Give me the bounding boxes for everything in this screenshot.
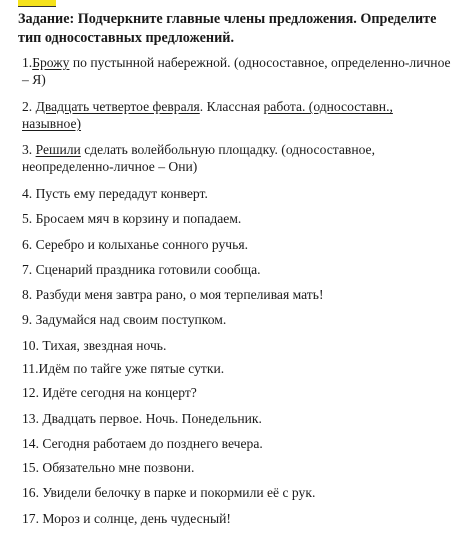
list-item <box>18 210 451 227</box>
list-item <box>18 286 451 303</box>
underlined-text: Двадцать четвертое февраля <box>35 99 200 114</box>
item-text: 15. Обязательно мне позвони. <box>22 460 195 475</box>
item-text: 6. Серебро и колыханье сонного ручья. <box>22 237 248 252</box>
item-text: 11.Идём по тайге уже пятые сутки. <box>22 361 225 376</box>
list-item <box>18 435 451 452</box>
list-item <box>18 236 451 253</box>
list-item <box>18 337 451 354</box>
list-item <box>18 484 451 501</box>
highlighted-heading-fragment <box>18 0 56 6</box>
item-text: сделать волейбольную площадку. (односоставное, неопределенно-личное – Они) <box>22 142 375 174</box>
item-text: 10. Тихая, звездная ночь. <box>22 338 167 353</box>
list-item <box>18 384 451 401</box>
item-text: по пустынной набережной. (односоставное, определенно-личное – Я) <box>22 55 451 87</box>
list-item <box>18 410 451 427</box>
list-item <box>18 185 451 202</box>
task-instruction: Задание: Подчеркните главные члены предложения. Определите тип односоставных предложений. <box>18 11 437 46</box>
list-item <box>18 141 451 175</box>
heading-underline <box>18 6 56 7</box>
list-item <box>18 54 451 88</box>
list-item <box>18 311 451 328</box>
item-text: 13. Двадцать первое. Ночь. Понедельник. <box>22 411 262 426</box>
item-text: . Классная <box>199 99 264 114</box>
item-text: 1. <box>22 55 33 70</box>
item-text: 16. Увидели белочку в парке и покормили её с рук. <box>22 485 316 500</box>
list-item <box>18 98 451 132</box>
item-text: 12. Идёте сегодня на концерт? <box>22 385 197 400</box>
item-text: 9. Задумайся над своим поступком. <box>22 312 227 327</box>
list-item <box>18 261 451 278</box>
item-text: 14. Сегодня работаем до позднего вечера. <box>22 436 263 451</box>
list-item <box>18 510 451 527</box>
item-text: 4. Пусть ему передадут конверт. <box>22 186 208 201</box>
item-text: 3. <box>22 142 36 157</box>
underlined-text: Решили <box>35 142 81 157</box>
item-text: 5. Бросаем мяч в корзину и попадаем. <box>22 211 242 226</box>
underlined-text: работа. (односоставн., назывное) <box>22 99 393 131</box>
list-item <box>18 459 451 476</box>
underlined-text: Брожу <box>32 55 70 70</box>
item-text: 7. Сценарий праздника готовили сообща. <box>22 262 261 277</box>
item-text: 8. Разбуди меня завтра рано, о моя терпеливая мать! <box>22 287 324 302</box>
item-text: 2. <box>22 99 36 114</box>
list-item <box>18 360 451 377</box>
item-text: 17. Мороз и солнце, день чудесный! <box>22 511 231 526</box>
